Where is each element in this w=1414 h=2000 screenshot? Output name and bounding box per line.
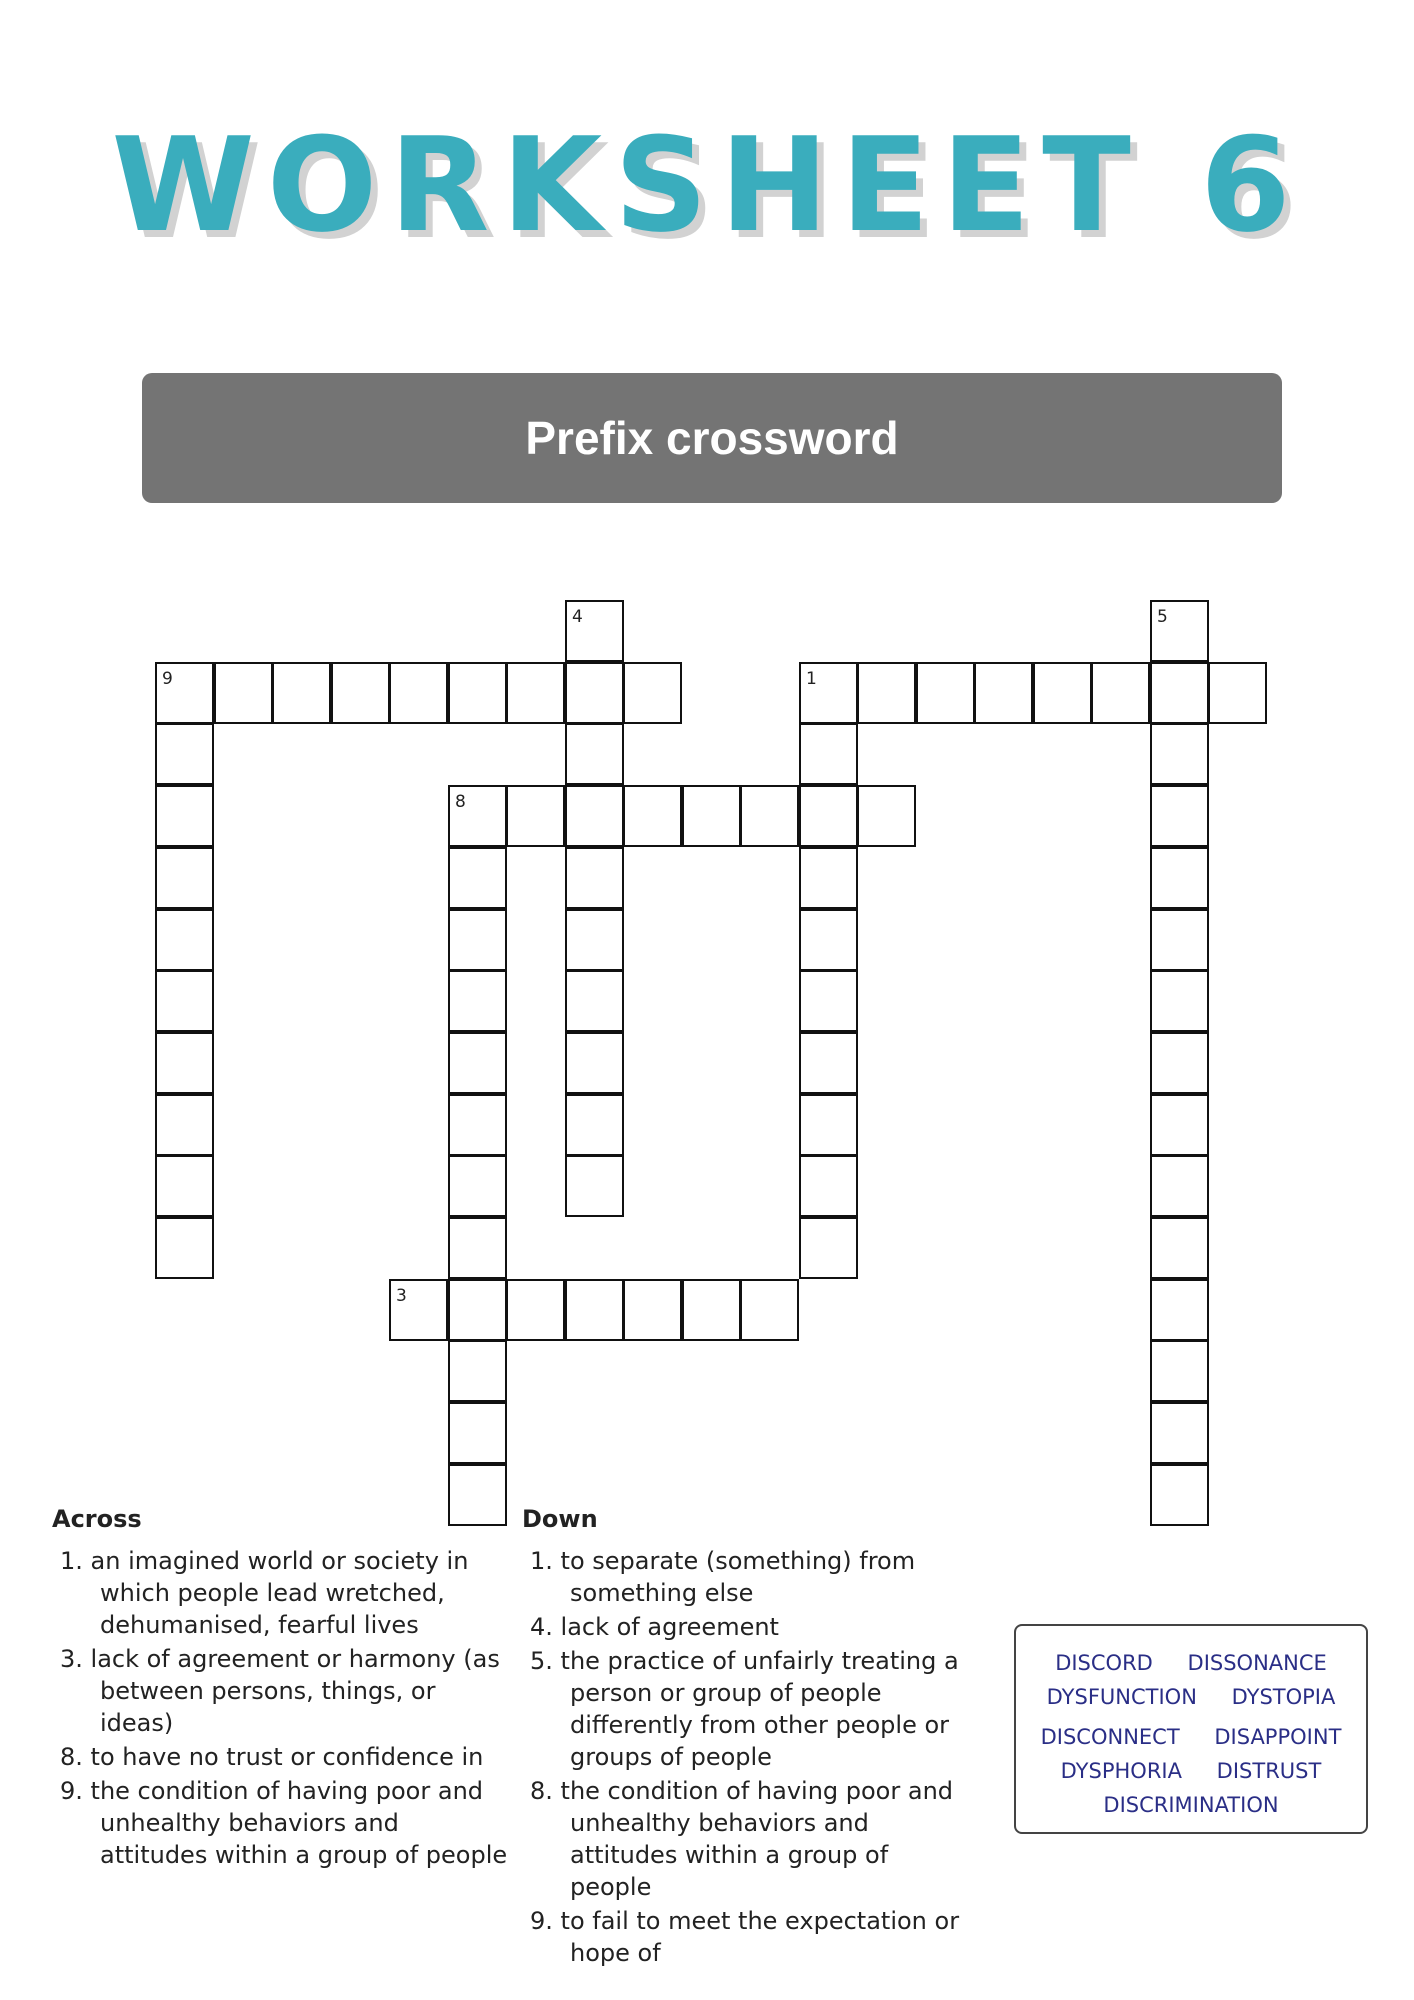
crossword-cell[interactable]: [799, 662, 858, 724]
crossword-cell[interactable]: [448, 1340, 507, 1402]
word-bank-word: DYSFUNCTION: [1046, 1685, 1197, 1709]
word-bank-word: DISAPPOINT: [1214, 1725, 1342, 1749]
crossword-cell[interactable]: [682, 785, 741, 847]
crossword-cell[interactable]: [331, 662, 390, 724]
crossword-cell[interactable]: [1150, 909, 1209, 971]
crossword-cell[interactable]: [1150, 723, 1209, 785]
crossword-cell[interactable]: [565, 600, 624, 662]
crossword-cell[interactable]: [389, 1279, 448, 1341]
crossword-cell[interactable]: [857, 785, 916, 847]
crossword-cell[interactable]: [799, 723, 858, 785]
crossword-cell[interactable]: [448, 1402, 507, 1464]
crossword-cell[interactable]: [155, 662, 214, 724]
crossword-cell[interactable]: [916, 662, 975, 724]
crossword-cell[interactable]: [448, 1094, 507, 1156]
crossword-cell[interactable]: [448, 847, 507, 909]
across-clue: 8. to have no trust or confidence in: [60, 1743, 484, 1771]
crossword-cell[interactable]: [1091, 662, 1150, 724]
clue-number: 4: [572, 607, 583, 627]
clue-number: 5: [1157, 607, 1168, 627]
crossword-cell[interactable]: [155, 1032, 214, 1094]
crossword-cell[interactable]: [1208, 662, 1267, 724]
word-bank-word: DISSONANCE: [1187, 1651, 1327, 1675]
banner-label: Prefix crossword: [525, 412, 899, 464]
crossword-cell[interactable]: [974, 662, 1033, 724]
crossword-cell[interactable]: [565, 970, 624, 1032]
crossword-cell[interactable]: [740, 1279, 799, 1341]
crossword-cell[interactable]: [565, 909, 624, 971]
crossword-cell[interactable]: [448, 1217, 507, 1279]
crossword-cell[interactable]: [857, 662, 916, 724]
crossword-cell[interactable]: [799, 785, 858, 847]
crossword-cell[interactable]: [565, 1279, 624, 1341]
clue-number: 8: [455, 792, 466, 812]
crossword-cell[interactable]: [623, 1279, 682, 1341]
crossword-cell[interactable]: [565, 1155, 624, 1217]
crossword-cell[interactable]: [155, 970, 214, 1032]
down-clue: 1. to separate (something) from something else: [530, 1547, 916, 1607]
crossword-cell[interactable]: [155, 909, 214, 971]
crossword-cell[interactable]: [155, 1155, 214, 1217]
crossword-cell[interactable]: [565, 723, 624, 785]
crossword-cell[interactable]: [1150, 1340, 1209, 1402]
crossword-cell[interactable]: [448, 909, 507, 971]
crossword-cell[interactable]: [565, 1032, 624, 1094]
crossword-cell[interactable]: [623, 662, 682, 724]
down-clue: 4. lack of agreement: [530, 1613, 779, 1641]
crossword-cell[interactable]: [272, 662, 331, 724]
crossword-cell[interactable]: [506, 1279, 565, 1341]
clue-number: 9: [162, 669, 173, 689]
crossword-cell[interactable]: [155, 1094, 214, 1156]
crossword-cell[interactable]: [799, 847, 858, 909]
word-bank-word: DYSTOPIA: [1231, 1685, 1336, 1709]
crossword-cell[interactable]: [565, 662, 624, 724]
crossword-cell[interactable]: [1150, 785, 1209, 847]
crossword-cell[interactable]: [1150, 1464, 1209, 1526]
crossword-cell[interactable]: [155, 1217, 214, 1279]
clue-number: 3: [396, 1286, 407, 1306]
crossword-cell[interactable]: [799, 1217, 858, 1279]
across-clue: 9. the condition of having poor and unhealthy behaviors and attitudes within a group of people: [60, 1777, 508, 1869]
crossword-cell[interactable]: [799, 1094, 858, 1156]
down-clue: 9. to fail to meet the expectation or hope of: [530, 1907, 960, 1967]
crossword-cell[interactable]: [1150, 1279, 1209, 1341]
across-heading: Across: [52, 1505, 142, 1533]
word-bank: [1014, 1624, 1368, 1834]
word-bank-word: DYSPHORIA: [1060, 1759, 1182, 1783]
crossword-cell[interactable]: [506, 662, 565, 724]
down-heading: Down: [522, 1505, 598, 1533]
crossword-cell[interactable]: [1150, 1402, 1209, 1464]
word-bank-word: DISCRIMINATION: [1103, 1793, 1279, 1817]
crossword-cell[interactable]: [565, 1094, 624, 1156]
crossword-cell[interactable]: [565, 785, 624, 847]
crossword-cell[interactable]: [506, 785, 565, 847]
word-bank-word: DISCONNECT: [1040, 1725, 1180, 1749]
crossword-cell[interactable]: [1150, 1217, 1209, 1279]
down-clue-list: [522, 1545, 972, 1971]
crossword-cell[interactable]: [155, 723, 214, 785]
crossword-cell[interactable]: [799, 1155, 858, 1217]
crossword-cell[interactable]: [799, 970, 858, 1032]
crossword-cell[interactable]: [448, 1032, 507, 1094]
across-clue: 3. lack of agreement or harmony (as between persons, things, or ideas): [60, 1645, 500, 1737]
down-clue: 5. the practice of unfairly treating a person or group of people differently from other people or groups of people: [530, 1647, 959, 1771]
word-bank-word: DISTRUST: [1216, 1759, 1322, 1783]
crossword-cell[interactable]: [565, 847, 624, 909]
crossword-cell[interactable]: [448, 1279, 507, 1341]
crossword-cell[interactable]: [1033, 662, 1092, 724]
worksheet-title: WORKSHEET 6: [111, 109, 1303, 261]
crossword-cell[interactable]: [740, 785, 799, 847]
crossword-cell[interactable]: [1150, 970, 1209, 1032]
crossword-cell[interactable]: [1150, 600, 1209, 662]
crossword-cell[interactable]: [1150, 1155, 1209, 1217]
crossword-cell[interactable]: [1150, 662, 1209, 724]
crossword-cell[interactable]: [448, 1155, 507, 1217]
crossword-cell[interactable]: [682, 1279, 741, 1341]
across-clue-list: [52, 1545, 512, 1873]
crossword-cell[interactable]: [448, 970, 507, 1032]
crossword-cell[interactable]: [799, 1032, 858, 1094]
word-bank-word: DISCORD: [1055, 1651, 1153, 1675]
down-clue: 8. the condition of having poor and unhealthy behaviors and attitudes within a group of people: [530, 1777, 954, 1901]
crossword-cell[interactable]: [155, 847, 214, 909]
across-clue: 1. an imagined world or society in which people lead wretched, dehumanised, fearful lives: [60, 1547, 469, 1639]
crossword-cell[interactable]: [1150, 1032, 1209, 1094]
crossword-cell[interactable]: [799, 909, 858, 971]
crossword-cell[interactable]: [214, 662, 273, 724]
crossword-cell[interactable]: [448, 662, 507, 724]
crossword-cell[interactable]: [389, 662, 448, 724]
crossword-cell[interactable]: [1150, 847, 1209, 909]
crossword-cell[interactable]: [623, 785, 682, 847]
clue-number: 1: [806, 669, 817, 689]
crossword-cell[interactable]: [1150, 1094, 1209, 1156]
crossword-cell[interactable]: [448, 785, 507, 847]
crossword-cell[interactable]: [155, 785, 214, 847]
crossword-cell[interactable]: [448, 1464, 507, 1526]
